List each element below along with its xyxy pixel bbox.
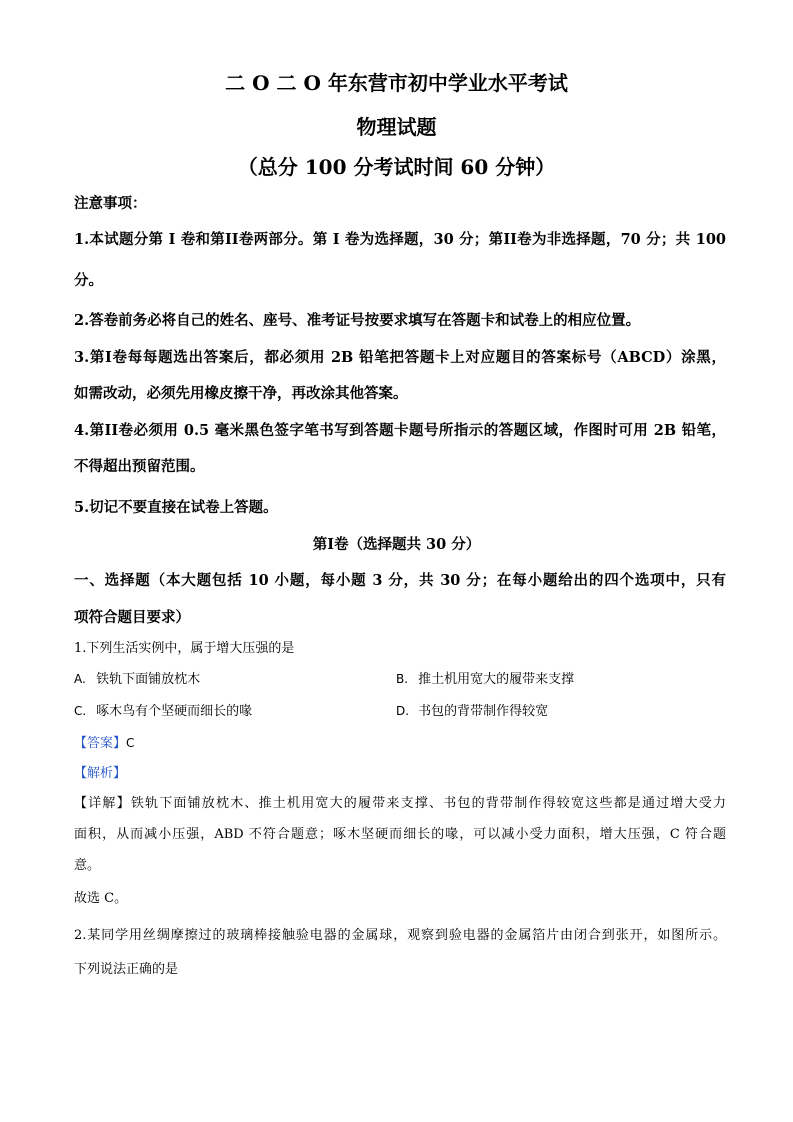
detail-line-1 — [74, 795, 726, 813]
note-3-line-1: 3.第I卷每每题选出答案后，都必须用 2B 铅笔把答题卡上对应题目的答案标号（ABCD）涂黑， — [74, 349, 726, 366]
question-1-stem: 1.下列生活实例中，属于增大压强的是 — [74, 641, 295, 656]
note-1-line-1: 1.本试题分第 I 卷和第II卷两部分。第 I 卷为选择题，30 分；第II卷为非选择题，70 分；共 100 — [74, 231, 726, 248]
subject-title: 物理试题 — [356, 115, 437, 139]
exam-title: 二 O 二 O 年东营市初中学业水平考试 — [225, 71, 568, 95]
answer-value: C — [126, 736, 135, 750]
option-letter: B. — [396, 672, 409, 686]
detail-tag: 【详解】 — [74, 796, 131, 811]
answer-tag: 【答案】 — [74, 736, 127, 751]
option-c — [74, 702, 252, 721]
section-1-line-1: 一、选择题（本大题包括 10 小题，每小题 3 分，共 30 分；在每小题给出的四个选项中，只有 — [74, 572, 726, 589]
conclusion: 故选 C。 — [74, 891, 128, 906]
note-2: 2.答卷前务必将自己的姓名、座号、准考证号按要求填写在答题卡和试卷上的相应位置。 — [74, 312, 641, 329]
question-2-line-1: 2.某同学用丝绸摩擦过的玻璃棒接触验电器的金属球，观察到验电器的金属箔片由闭合到张开，如图所示。 — [74, 928, 726, 943]
note-5: 5.切记不要直接在试卷上答题。 — [74, 499, 278, 516]
answer-line — [74, 734, 726, 753]
option-text: 铁轨下面铺放枕木 — [96, 672, 201, 687]
detail-text: 铁轨下面铺放枕木、推土机用宽大的履带来支撑、书包的背带制作得较宽这些都是通过增大受力 — [130, 796, 726, 811]
notes-heading: 注意事项： — [74, 195, 147, 212]
option-text: 啄木鸟有个坚硬而细长的喙 — [96, 704, 253, 719]
part-1-heading: 第I卷（选择题共 30 分） — [312, 536, 481, 553]
option-letter: D. — [396, 704, 410, 718]
option-a — [74, 670, 200, 689]
option-text: 推土机用宽大的履带来支撑 — [418, 672, 575, 687]
detail-line-2: 面积，从而减小压强，ABD 不符合题意；啄木坚硬而细长的喙，可以减小受力面积，增大压强，C 符合题 — [74, 827, 726, 842]
option-b — [396, 670, 574, 689]
option-letter: C. — [74, 704, 87, 718]
analysis-tag: 【解析】 — [74, 766, 127, 781]
detail-line-3: 意。 — [74, 858, 101, 873]
section-1-line-2: 项符合题目要求） — [74, 609, 190, 626]
note-4-line-2: 不得超出预留范围。 — [74, 458, 205, 475]
option-d — [396, 702, 548, 721]
exam-info: （总分 100 分考试时间 60 分钟） — [237, 155, 556, 179]
note-4-line-1: 4.第II卷必须用 0.5 毫米黑色签字笔书写到答题卡题号所指示的答题区域，作图时可用 2B 铅笔， — [74, 422, 726, 439]
option-letter: A. — [74, 672, 86, 686]
note-3-line-2: 如需改动，必须先用橡皮擦干净，再改涂其他答案。 — [74, 385, 408, 402]
option-text: 书包的背带制作得较宽 — [418, 704, 549, 719]
question-2-line-2: 下列说法正确的是 — [74, 962, 179, 977]
analysis-line — [74, 765, 726, 783]
note-1-line-2: 分。 — [74, 272, 103, 289]
